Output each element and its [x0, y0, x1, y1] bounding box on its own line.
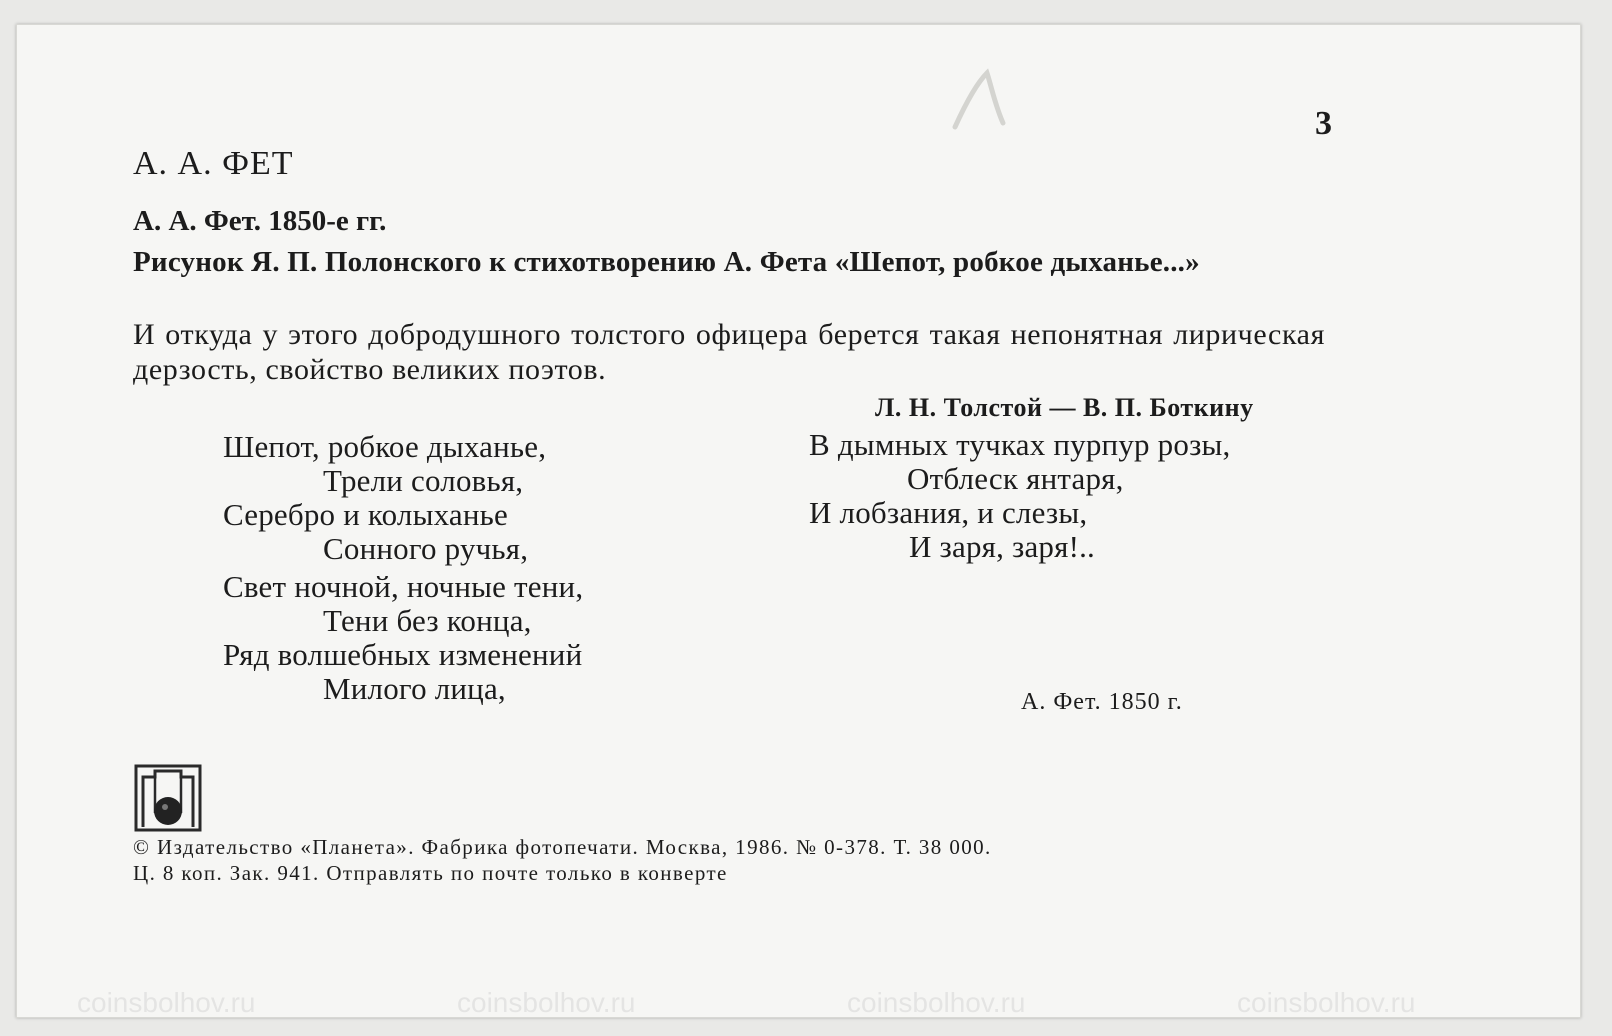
watermark: coinsbolhov.ru [847, 987, 1026, 1018]
tolstoy-quote: И откуда у этого добродушного толстого офицера берется такая непонятная лирическая дерзость, свойство великих поэтов. [133, 318, 1325, 386]
quote-attribution: Л. Н. Толстой — В. П. Боткину [875, 393, 1254, 422]
poem-line: Милого лица, [323, 671, 506, 706]
author-heading: А. А. ФЕТ [133, 145, 294, 182]
drawing-caption: Рисунок Я. П. Полонского к стихотворению А. Фета «Шепот, робкое дыханье...» [133, 246, 1200, 278]
poem-line: Ряд волшебных изменений [223, 637, 583, 672]
poem-line: Серебро и колыханье [223, 497, 508, 532]
planeta-publisher-logo-icon [133, 763, 203, 833]
postcard-back [16, 24, 1581, 1018]
imprint-line-1: © Издательство «Планета». Фабрика фотопечати. Москва, 1986. № 0-378. Т. 38 000. [133, 835, 992, 859]
poem-line: Отблеск янтаря, [907, 461, 1124, 496]
poem-line: Шепот, робкое дыханье, [223, 429, 547, 464]
portrait-caption: А. А. Фет. 1850-е гг. [133, 205, 387, 237]
poem-signature: А. Фет. 1850 г. [1021, 689, 1183, 715]
poem-line: Трели соловья, [323, 463, 524, 498]
poem-line: В дымных тучках пурпур розы, [809, 427, 1231, 462]
watermark: coinsbolhov.ru [457, 987, 636, 1018]
pencil-mark-icon [947, 65, 1017, 135]
watermark: coinsbolhov.ru [77, 987, 256, 1018]
poem-line: Тени без конца, [323, 603, 532, 638]
watermark: coinsbolhov.ru [1237, 987, 1416, 1018]
poem-line: И лобзания, и слезы, [809, 495, 1088, 530]
page-number: 3 [1315, 105, 1332, 142]
poem-line: И заря, заря!.. [909, 529, 1095, 564]
poem-line: Сонного ручья, [323, 531, 529, 566]
poem-line: Свет ночной, ночные тени, [223, 569, 584, 604]
imprint-line-2: Ц. 8 коп. Зак. 941. Отправлять по почте только в конверте [133, 861, 728, 885]
